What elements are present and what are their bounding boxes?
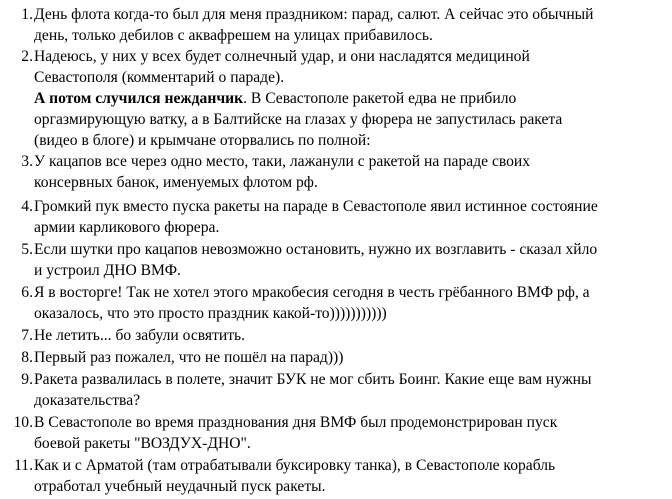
list-item-continuation-line xyxy=(34,88,516,109)
list-item-number: 9. xyxy=(21,371,33,388)
continuation-text: . В Севастополе ракетой едва не прибило xyxy=(243,90,517,107)
list-item-text-line: Не летить... бо забули освятить. xyxy=(34,327,246,344)
list-item-text-line: В Севастополе во время празднования дня ВМФ был продемонстрирован пуск xyxy=(34,414,558,431)
list-item-text-line: Как и с Арматой (там отрабатывали буксировку танка), в Севастополе корабль xyxy=(34,457,556,474)
list-item-number: 1. xyxy=(21,6,33,23)
list-item-text-line: Надеюсь, у них у всех будет солнечный удар, и они насладятся медициной xyxy=(34,48,530,65)
list-item-text-line: Ракета развалилась в полете, значит БУК не мог сбить Боинг. Какие еще вам нужны xyxy=(34,371,592,388)
bold-lead-text: А потом случился нежданчик xyxy=(34,90,244,107)
list-item-text-line: день, только дебилов с аквафрешем на улицах прибавилось. xyxy=(34,27,433,44)
list-item-number: 5. xyxy=(21,241,33,258)
list-item-text-line: Если шутки про кацапов невозможно остановить, нужно их возглавить - сказал хйло xyxy=(34,241,598,258)
list-item-text-line: боевой ракеты "ВОЗДУХ-ДНО". xyxy=(34,435,251,452)
list-item-number: 2. xyxy=(21,48,33,65)
list-item-text-line: У кацапов все через одно место, таки, лажанули с ракетой на параде своих xyxy=(34,153,531,170)
list-item-text-line: отработал учебный неудачный пуск ракеты. xyxy=(34,478,326,495)
list-item-text-line: и устроил ДНО ВМФ. xyxy=(34,262,181,279)
list-item-text-line: оказалось, что это просто праздник какой-то))))))))))) xyxy=(34,305,387,322)
list-item-text-line: Первый раз пожалел, что не пошёл на парад))) xyxy=(34,349,344,366)
list-item-text-line: доказательства? xyxy=(34,392,141,409)
list-item-text-line: оргазмирующую ватку, а в Балтийске на глазах у фюрера не запустилась ракета xyxy=(34,111,563,128)
list-item-text-line: (видео в блоге) и крымчане оторвались по полной: xyxy=(34,132,371,149)
list-item-number: 10. xyxy=(13,414,33,431)
list-item-text-line: Севастополя (комментарий о параде). xyxy=(34,69,285,86)
list-item-number: 11. xyxy=(14,457,33,474)
list-item-number: 7. xyxy=(21,327,33,344)
list-item-text-line: Громкий пук вместо пуска ракеты на параде в Севастополе явил истинное состояние xyxy=(34,198,598,215)
list-item-number: 6. xyxy=(21,284,33,301)
list-item-text-line: Я в восторге! Так не хотел этого мракобесия сегодня в честь грёбанного ВМФ рф, а xyxy=(34,284,590,301)
list-item-number: 8. xyxy=(21,349,33,366)
list-item-text-line: армии карликового фюрера. xyxy=(34,219,220,236)
list-item-text-line: консервных банок, именуемых флотом рф. xyxy=(34,174,318,191)
list-item-number: 3. xyxy=(21,153,33,170)
list-item-text-line: День флота когда-то был для меня праздником: парад, салют. А сейчас это обычный xyxy=(34,6,594,23)
list-item-number: 4. xyxy=(21,198,33,215)
